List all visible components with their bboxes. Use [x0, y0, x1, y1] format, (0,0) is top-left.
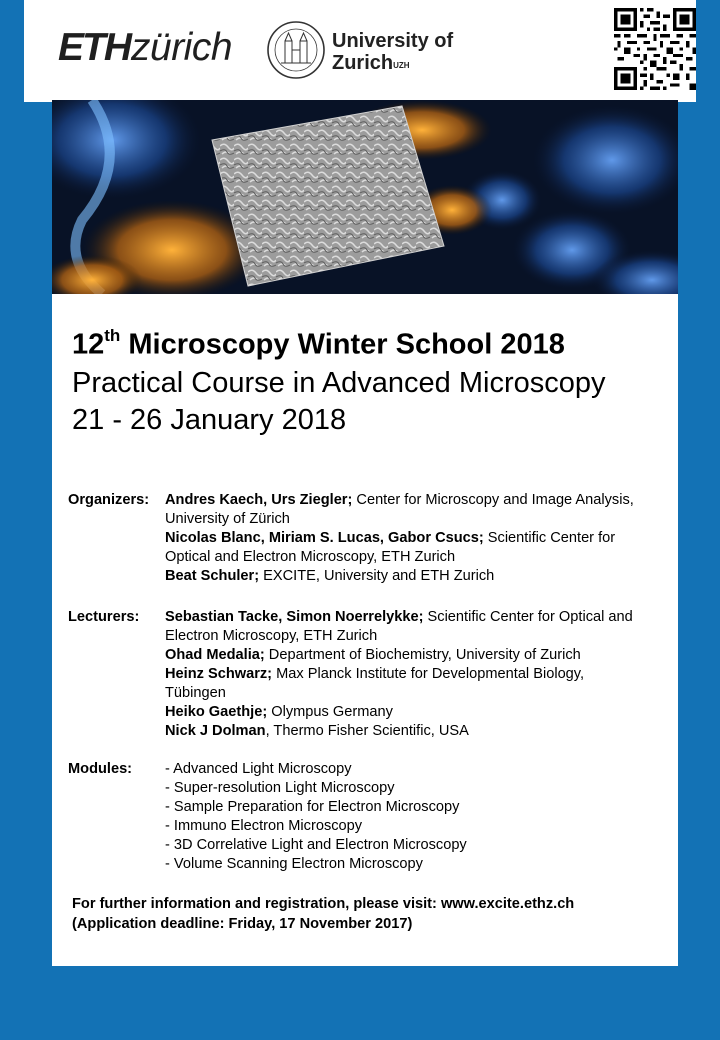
application-deadline: (Application deadline: Friday, 17 November 2017): [72, 916, 413, 932]
page-title: 12th Microscopy Winter School 2018: [72, 326, 565, 361]
lecturer-entry: Ohad Medalia; Department of Biochemistry, University of Zurich: [165, 647, 581, 663]
uzh-seal-icon: [266, 20, 326, 80]
course-dates: 21 - 26 January 2018: [72, 404, 347, 436]
organizer-entry: Nicolas Blanc, Miriam S. Lucas, Gabor Csucs; Scientific Center for Optical and Electron Microscopy, ETH Zurich: [165, 530, 616, 565]
lecturer-entry: Heiko Gaethje; Olympus Germany: [165, 704, 393, 720]
module-item: - Immuno Electron Microscopy: [165, 818, 363, 834]
module-item: - Advanced Light Microscopy: [165, 761, 352, 777]
registration-link-text[interactable]: For further information and registration, please visit: www.excite.ethz.ch: [72, 896, 575, 912]
lecturer-entry: Sebastian Tacke, Simon Noerrelykke; Scientific Center for Optical and Electron Microscopy, ETH Zurich: [165, 609, 633, 644]
module-item: - Super-resolution Light Microscopy: [165, 780, 395, 796]
lecturer-entry: Nick J Dolman, Thermo Fisher Scientific, USA: [165, 723, 469, 739]
qr-code-icon[interactable]: [614, 8, 696, 90]
course-subtitle: Practical Course in Advanced Microscopy: [72, 367, 606, 399]
organizer-entry: Andres Kaech, Urs Ziegler; Center for Microscopy and Image Analysis, University of Zürich: [165, 492, 634, 527]
lecturer-entry: Heinz Schwarz; Max Planck Institute for Developmental Biology, Tübingen: [165, 666, 585, 701]
eth-zurich-logo: ETHzürich: [58, 26, 233, 69]
module-item: - 3D Correlative Light and Electron Microscopy: [165, 837, 467, 853]
module-item: - Sample Preparation for Electron Microscopy: [165, 799, 460, 815]
content-panel: [52, 294, 678, 966]
registration-info: [72, 894, 574, 934]
organizer-entry: Beat Schuler; EXCITE, University and ETH Zurich: [165, 568, 495, 584]
uzh-wordmark: University of Zurich$^{UZH}$: [332, 30, 454, 74]
module-item: - Volume Scanning Electron Microscopy: [165, 856, 423, 872]
logo-header: [24, 0, 696, 102]
microscopy-hero-image: [52, 100, 678, 294]
microscopy-image: [52, 100, 678, 294]
modules-label: Modules:: [68, 761, 133, 777]
organizers-label: Organizers:: [68, 492, 150, 508]
lecturers-label: Lecturers:: [68, 609, 140, 625]
